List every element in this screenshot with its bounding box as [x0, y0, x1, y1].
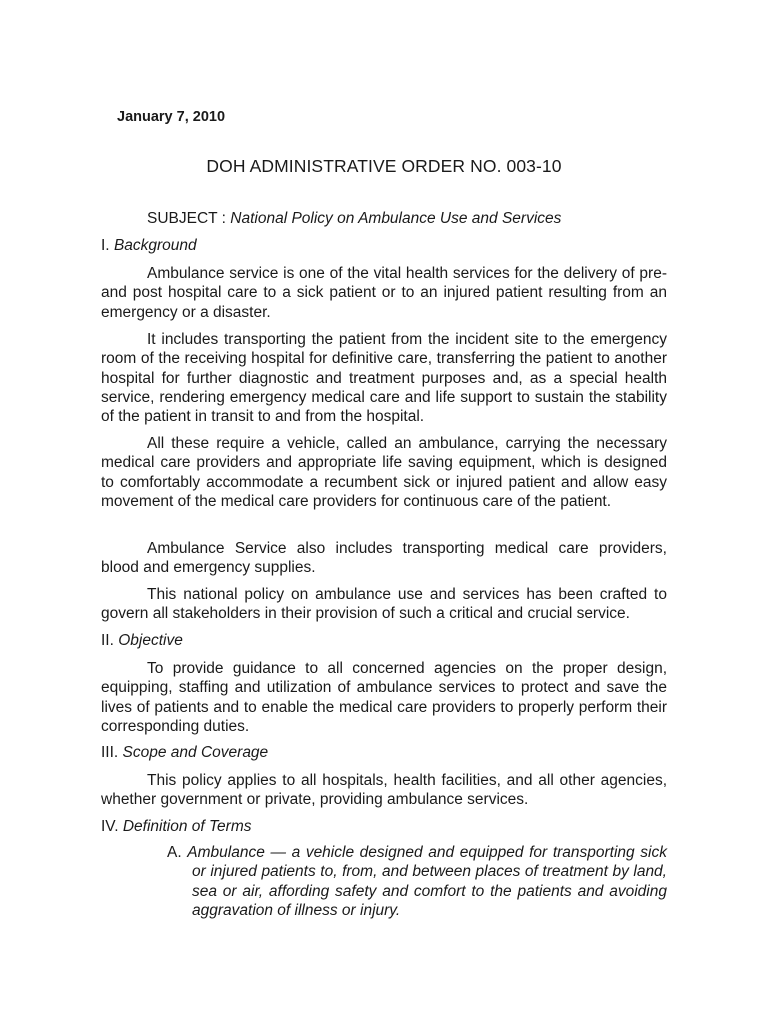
background-paragraph-3: All these require a vehicle, called an ambulance, carrying the necessary medical care providers and appropriate life saving equipment, which is designed to comfortably accommodate a recumbent sick or injured patient and allow easy movement of the medical care providers for continuous care of the patient. — [101, 435, 667, 510]
section-number: IV. — [101, 818, 119, 835]
subject-label: SUBJECT : — [147, 210, 226, 227]
order-title: DOH ADMINISTRATIVE ORDER NO. 003-10 — [206, 156, 562, 176]
scope-paragraph-1: This policy applies to all hospitals, health facilities, and all other agencies, whether government or private, providing ambulance services. — [101, 772, 667, 809]
background-paragraph-4: Ambulance Service also includes transporting medical care providers, blood and emergency supplies. — [101, 540, 667, 577]
section-number: III. — [101, 744, 119, 761]
section-title: Definition of Terms — [122, 818, 252, 835]
background-paragraph-2: It includes transporting the patient from the incident site to the emergency room of the receiving hospital for definitive care, transferring the patient to another hospital for further diagnostic and treatment purposes and, as a special health service, rendering emergency medical care and life support to sustain the stability of the patient in transit to and from the hospital. — [101, 331, 667, 426]
section-title: Objective — [118, 632, 183, 649]
subject-text: National Policy on Ambulance Use and Services — [230, 210, 562, 227]
section-number: I. — [101, 237, 110, 254]
section-number: II. — [101, 632, 114, 649]
section-heading-objective — [101, 631, 183, 650]
definition-item-ambulance — [167, 843, 667, 920]
document-date: January 7, 2010 — [117, 109, 226, 125]
definition-letter: A. — [167, 844, 182, 861]
background-paragraph-5: This national policy on ambulance use and services has been crafted to govern all stakeholders in their provision of such a critical and crucial service. — [101, 586, 667, 623]
section-heading-scope — [101, 743, 268, 762]
objective-paragraph-1: To provide guidance to all concerned agencies on the proper design, equipping, staffing and utilization of ambulance services to protect and save the lives of patients and to enable the medical care providers to properly perform their corresponding duties. — [101, 660, 667, 735]
definition-text: Ambulance — a vehicle designed and equipped for transporting sick or injured patients to, from, and between places of treatment by land, sea or air, affording safety and comfort to the patients and avoiding aggravation of illness or injury. — [187, 844, 667, 919]
section-heading-background — [101, 236, 197, 255]
document-page — [101, 0, 667, 1024]
subject-line — [147, 209, 561, 228]
background-paragraph-1: Ambulance service is one of the vital health services for the delivery of pre-and post hospital care to a sick patient or to an injured patient resulting from an emergency or a disaster. — [101, 265, 667, 321]
section-title: Scope and Coverage — [122, 744, 269, 761]
section-title: Background — [113, 237, 197, 254]
section-heading-definitions — [101, 817, 252, 836]
